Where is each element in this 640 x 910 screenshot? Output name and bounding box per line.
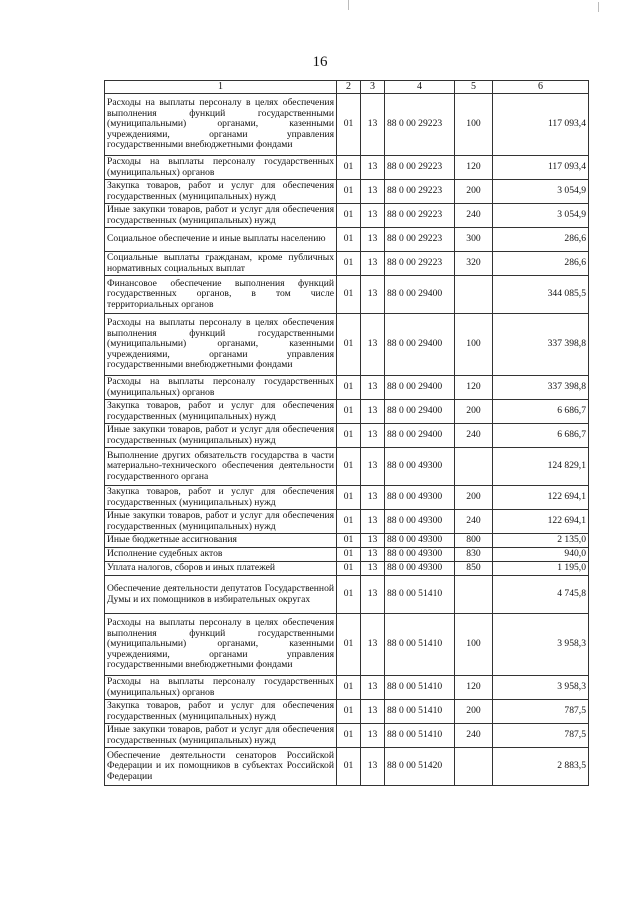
row-target-article: 88 0 00 29400: [385, 400, 455, 424]
row-expense-type: 800: [455, 534, 493, 548]
table-row: [105, 676, 589, 700]
table-row: [105, 700, 589, 724]
row-expense-type: 240: [455, 724, 493, 748]
row-section: 01: [337, 400, 361, 424]
row-subsection: 13: [361, 548, 385, 562]
row-section: 01: [337, 562, 361, 576]
table-row: [105, 204, 589, 228]
table-row: [105, 400, 589, 424]
row-expense-type: 100: [455, 614, 493, 676]
row-section: 01: [337, 424, 361, 448]
row-amount: 3 958,3: [493, 614, 589, 676]
row-name: Социальное обеспечение и иные выплаты населению: [105, 228, 337, 252]
row-name: Иные закупки товаров, работ и услуг для обеспечения государственных (муниципальных) нужд: [105, 510, 337, 534]
table-row: [105, 576, 589, 614]
table-row: [105, 748, 589, 786]
row-name: Обеспечение деятельности сенаторов Российской Федерации и их помощников в субъектах Российской Федерации: [105, 748, 337, 786]
row-section: 01: [337, 510, 361, 534]
row-name: Иные закупки товаров, работ и услуг для обеспечения государственных (муниципальных) нужд: [105, 424, 337, 448]
row-subsection: 13: [361, 204, 385, 228]
header-col-6: 6: [493, 81, 589, 94]
row-target-article: 88 0 00 49300: [385, 548, 455, 562]
row-name: Закупка товаров, работ и услуг для обеспечения государственных (муниципальных) нужд: [105, 486, 337, 510]
row-section: 01: [337, 534, 361, 548]
row-subsection: 13: [361, 94, 385, 156]
row-amount: 787,5: [493, 700, 589, 724]
row-name: Исполнение судебных актов: [105, 548, 337, 562]
row-expense-type: 200: [455, 180, 493, 204]
row-section: 01: [337, 314, 361, 376]
budget-table: [104, 80, 589, 786]
row-target-article: 88 0 00 49300: [385, 510, 455, 534]
table-row: [105, 376, 589, 400]
row-expense-type: 320: [455, 252, 493, 276]
row-subsection: 13: [361, 252, 385, 276]
row-target-article: 88 0 00 49300: [385, 534, 455, 548]
table-row: [105, 724, 589, 748]
table-row: [105, 424, 589, 448]
row-section: 01: [337, 700, 361, 724]
row-target-article: 88 0 00 51410: [385, 676, 455, 700]
row-amount: 117 093,4: [493, 156, 589, 180]
row-subsection: 13: [361, 156, 385, 180]
row-expense-type: 200: [455, 486, 493, 510]
header-col-2: 2: [337, 81, 361, 94]
row-subsection: 13: [361, 276, 385, 314]
table-row: [105, 510, 589, 534]
row-subsection: 13: [361, 228, 385, 252]
row-target-article: 88 0 00 51420: [385, 748, 455, 786]
row-expense-type: 100: [455, 94, 493, 156]
row-amount: 3 054,9: [493, 180, 589, 204]
row-name: Иные закупки товаров, работ и услуг для обеспечения государственных (муниципальных) нужд: [105, 724, 337, 748]
row-name: Расходы на выплаты персоналу в целях обеспечения выполнения функций государственными (муниципальными) органами, казенными учреждениями, органами управления государственными внебюджетными фондами: [105, 614, 337, 676]
row-subsection: 13: [361, 510, 385, 534]
table-row: [105, 548, 589, 562]
row-target-article: 88 0 00 51410: [385, 700, 455, 724]
row-section: 01: [337, 94, 361, 156]
header-col-4: 4: [385, 81, 455, 94]
row-expense-type: 300: [455, 228, 493, 252]
row-subsection: 13: [361, 700, 385, 724]
row-subsection: 13: [361, 534, 385, 548]
row-amount: 2 883,5: [493, 748, 589, 786]
row-expense-type: [455, 448, 493, 486]
row-amount: 337 398,8: [493, 376, 589, 400]
header-col-5: 5: [455, 81, 493, 94]
header-row: [105, 81, 589, 94]
row-amount: 337 398,8: [493, 314, 589, 376]
row-section: 01: [337, 548, 361, 562]
row-section: 01: [337, 252, 361, 276]
row-section: 01: [337, 276, 361, 314]
row-target-article: 88 0 00 29223: [385, 252, 455, 276]
row-expense-type: 240: [455, 510, 493, 534]
row-subsection: 13: [361, 180, 385, 204]
row-target-article: 88 0 00 29223: [385, 94, 455, 156]
row-amount: 122 694,1: [493, 486, 589, 510]
row-subsection: 13: [361, 486, 385, 510]
row-section: 01: [337, 448, 361, 486]
table-row: [105, 180, 589, 204]
row-target-article: 88 0 00 29400: [385, 424, 455, 448]
row-name: Обеспечение деятельности депутатов Государственной Думы и их помощников в избирательных округах: [105, 576, 337, 614]
row-expense-type: 830: [455, 548, 493, 562]
row-target-article: 88 0 00 51410: [385, 576, 455, 614]
row-name: Социальные выплаты гражданам, кроме публичных нормативных социальных выплат: [105, 252, 337, 276]
scan-mark-top-right: [598, 2, 599, 12]
row-name: Расходы на выплаты персоналу государственных (муниципальных) органов: [105, 156, 337, 180]
row-target-article: 88 0 00 29400: [385, 276, 455, 314]
row-section: 01: [337, 724, 361, 748]
row-amount: 6 686,7: [493, 424, 589, 448]
table-row: [105, 156, 589, 180]
row-name: Расходы на выплаты персоналу в целях обеспечения выполнения функций государственными (муниципальными) органами, казенными учреждениями, органами управления государственными внебюджетными фондами: [105, 314, 337, 376]
table-row: [105, 534, 589, 548]
row-name: Иные закупки товаров, работ и услуг для обеспечения государственных (муниципальных) нужд: [105, 204, 337, 228]
row-subsection: 13: [361, 448, 385, 486]
row-subsection: 13: [361, 376, 385, 400]
row-target-article: 88 0 00 29400: [385, 376, 455, 400]
row-section: 01: [337, 228, 361, 252]
row-section: 01: [337, 156, 361, 180]
row-target-article: 88 0 00 29223: [385, 228, 455, 252]
row-amount: 6 686,7: [493, 400, 589, 424]
row-expense-type: 120: [455, 156, 493, 180]
row-expense-type: 200: [455, 400, 493, 424]
table-row: [105, 486, 589, 510]
row-subsection: 13: [361, 400, 385, 424]
row-name: Выполнение других обязательств государства в части материально-технического обеспечения деятельности государственного органа: [105, 448, 337, 486]
row-expense-type: [455, 276, 493, 314]
row-amount: 2 135,0: [493, 534, 589, 548]
table-row: [105, 448, 589, 486]
row-subsection: 13: [361, 424, 385, 448]
row-subsection: 13: [361, 676, 385, 700]
row-target-article: 88 0 00 49300: [385, 486, 455, 510]
table-row: [105, 94, 589, 156]
row-expense-type: 200: [455, 700, 493, 724]
row-expense-type: 120: [455, 676, 493, 700]
row-name: Расходы на выплаты персоналу государственных (муниципальных) органов: [105, 676, 337, 700]
row-name: Расходы на выплаты персоналу в целях обеспечения выполнения функций государственными (муниципальными) органами, казенными учреждениями, органами управления государственными внебюджетными фондами: [105, 94, 337, 156]
row-target-article: 88 0 00 49300: [385, 448, 455, 486]
row-amount: 124 829,1: [493, 448, 589, 486]
table-row: [105, 228, 589, 252]
row-amount: 286,6: [493, 228, 589, 252]
row-section: 01: [337, 748, 361, 786]
table-row: [105, 276, 589, 314]
row-section: 01: [337, 204, 361, 228]
row-expense-type: [455, 576, 493, 614]
row-amount: 117 093,4: [493, 94, 589, 156]
row-name: Иные бюджетные ассигнования: [105, 534, 337, 548]
table-row: [105, 314, 589, 376]
table-row: [105, 562, 589, 576]
row-amount: 122 694,1: [493, 510, 589, 534]
row-expense-type: 120: [455, 376, 493, 400]
row-name: Закупка товаров, работ и услуг для обеспечения государственных (муниципальных) нужд: [105, 180, 337, 204]
row-target-article: 88 0 00 29223: [385, 156, 455, 180]
row-name: Уплата налогов, сборов и иных платежей: [105, 562, 337, 576]
header-col-1: 1: [105, 81, 337, 94]
row-section: 01: [337, 614, 361, 676]
row-subsection: 13: [361, 748, 385, 786]
row-name: Финансовое обеспечение выполнения функций государственных органов, в том числе территориальных органов: [105, 276, 337, 314]
row-target-article: 88 0 00 29400: [385, 314, 455, 376]
row-expense-type: 240: [455, 424, 493, 448]
row-section: 01: [337, 180, 361, 204]
row-expense-type: 240: [455, 204, 493, 228]
row-section: 01: [337, 486, 361, 510]
row-expense-type: 100: [455, 314, 493, 376]
row-amount: 787,5: [493, 724, 589, 748]
row-subsection: 13: [361, 314, 385, 376]
row-name: Закупка товаров, работ и услуг для обеспечения государственных (муниципальных) нужд: [105, 400, 337, 424]
row-section: 01: [337, 376, 361, 400]
header-col-3: 3: [361, 81, 385, 94]
page-number: 16: [312, 54, 328, 70]
row-subsection: 13: [361, 614, 385, 676]
row-amount: 286,6: [493, 252, 589, 276]
table-row: [105, 252, 589, 276]
row-amount: 1 195,0: [493, 562, 589, 576]
row-amount: 3 054,9: [493, 204, 589, 228]
row-amount: 4 745,8: [493, 576, 589, 614]
row-target-article: 88 0 00 51410: [385, 724, 455, 748]
row-subsection: 13: [361, 562, 385, 576]
scan-mark-top-center: [348, 0, 349, 10]
table-row: [105, 614, 589, 676]
row-expense-type: 850: [455, 562, 493, 576]
row-name: Закупка товаров, работ и услуг для обеспечения государственных (муниципальных) нужд: [105, 700, 337, 724]
row-target-article: 88 0 00 51410: [385, 614, 455, 676]
row-amount: 344 085,5: [493, 276, 589, 314]
row-subsection: 13: [361, 724, 385, 748]
row-section: 01: [337, 676, 361, 700]
row-expense-type: [455, 748, 493, 786]
row-section: 01: [337, 576, 361, 614]
row-amount: 3 958,3: [493, 676, 589, 700]
row-subsection: 13: [361, 576, 385, 614]
row-amount: 940,0: [493, 548, 589, 562]
row-target-article: 88 0 00 29223: [385, 180, 455, 204]
row-name: Расходы на выплаты персоналу государственных (муниципальных) органов: [105, 376, 337, 400]
row-target-article: 88 0 00 29223: [385, 204, 455, 228]
row-target-article: 88 0 00 49300: [385, 562, 455, 576]
